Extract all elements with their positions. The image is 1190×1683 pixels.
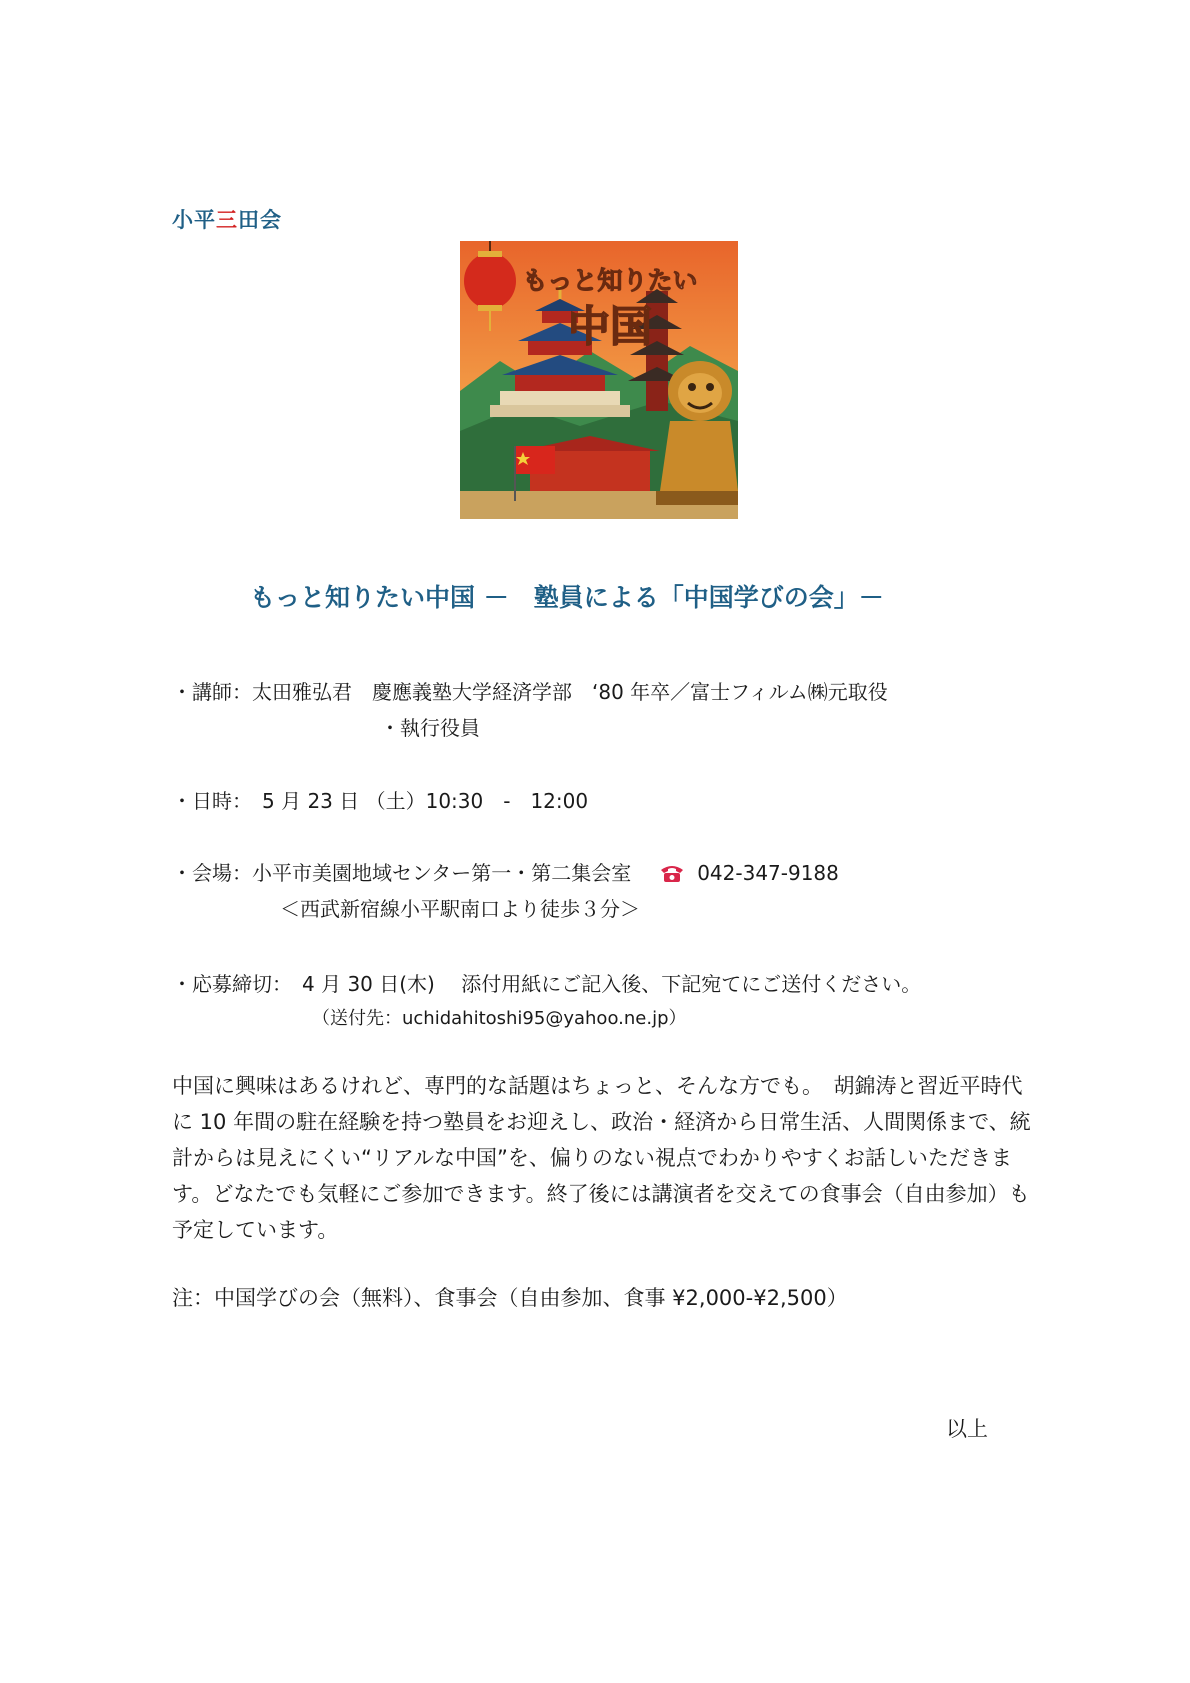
organization-name — [172, 204, 282, 234]
deadline-line1: ・応募締切： 4 月 30 日(木) 添付用紙にご記入後、下記宛てにご送付ください。 — [172, 972, 922, 996]
poster-line1: もっと知りたい — [522, 266, 698, 295]
closing-word: 以上 — [946, 1417, 988, 1441]
venue-name: ・会場：小平市美園地域センター第一・第二集会室 — [172, 861, 632, 885]
venue-line2: ＜西武新宿線小平駅南口より徒歩３分＞ — [280, 897, 640, 921]
event-poster-image — [460, 241, 738, 519]
deadline-line2: （送付先：uchidahitoshi95@yahoo.ne.jp） — [312, 1008, 687, 1029]
org-name-part2: 三 — [216, 208, 238, 232]
description-paragraph: 中国に興味はあるけれど、専門的な話題はちょっと、そんな方でも。 胡錦涛と習近平時代に 10 年間の駐在経験を持つ塾員をお迎えし、政治・経済から日常生活、人間関係まで、統計からは見えにくい“リアルな中国”を、偏りのない視点でわかりやすくお話しいただきます。どなたでも気軽にご参加できます。終了後には講演者を交えての食事会（自由参加）も予定しています。 — [172, 1074, 1031, 1242]
org-name-part1: 小平 — [172, 208, 216, 232]
lecturer-line2: ・執行役員 — [380, 716, 480, 740]
lecturer-line1: ・講師：太田雅弘君 慶應義塾大学経済学部 ‘80 年卒／富士フィルム㈱元取役 — [172, 680, 888, 704]
event-title: もっと知りたい中国 － 塾員による「中国学びの会」－ — [250, 583, 884, 612]
org-name-part3: 田会 — [238, 208, 282, 232]
venue-line1 — [172, 857, 839, 888]
fee-note: 注：中国学びの会（無料）、食事会（自由参加、食事 ¥2,000-¥2,500） — [172, 1286, 848, 1310]
poster-line2: 中国 — [567, 302, 653, 351]
event-date: ・日時： 5 月 23 日 （土）10:30 - 12:00 — [172, 789, 589, 813]
telephone-icon — [659, 863, 685, 888]
venue-phone: 042-347-9188 — [697, 861, 839, 885]
